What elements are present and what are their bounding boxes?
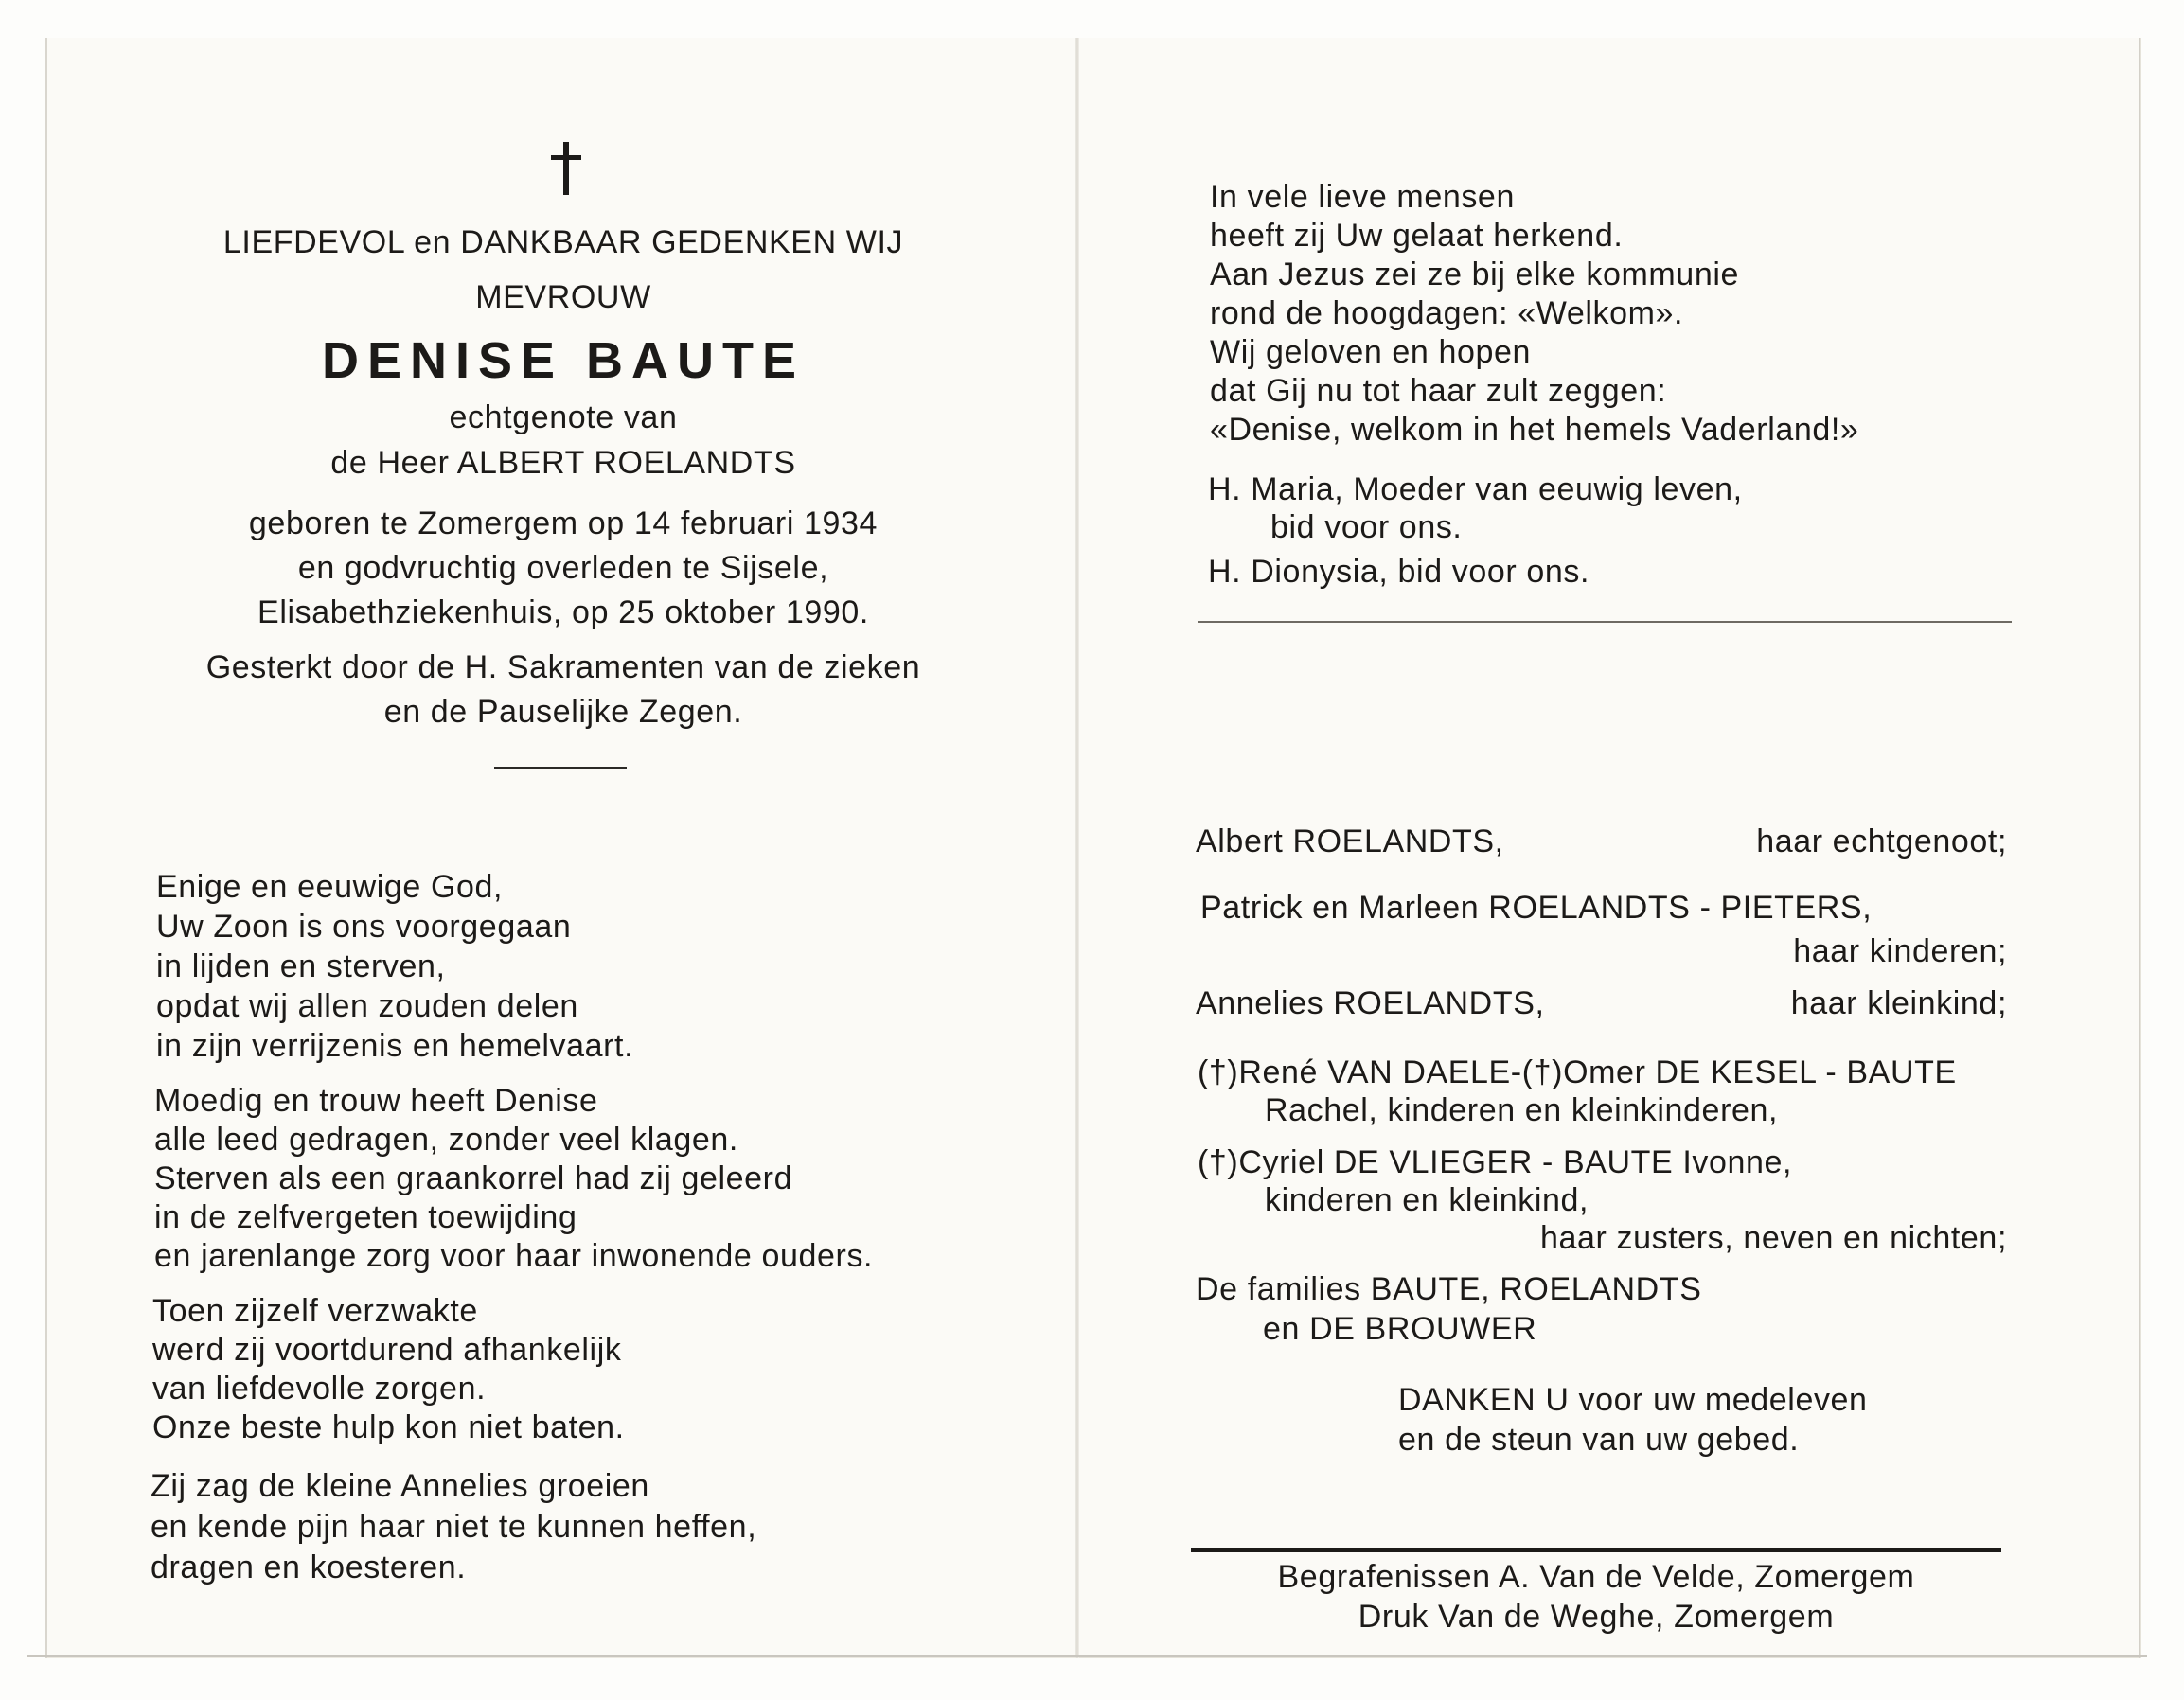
prayer-line: werd zij voortdurend afhankelijk [152, 1332, 622, 1368]
poem-line: In vele lieve mensen [1210, 179, 1515, 215]
life-line-2: en godvruchtig overleden te Sijsele, [297, 550, 829, 586]
life-line-3: Elisabethziekenhuis, op 25 oktober 1990. [257, 594, 869, 630]
prayer-line: Uw Zoon is ons voorgegaan [156, 909, 572, 945]
invocation-line-2: H. Dionysia, bid voor ons. [1208, 554, 1589, 590]
thanks-line-1: DANKEN U voor uw medeleven [1398, 1382, 1868, 1418]
prayer-line: Sterven als een graankorrel had zij geleerd [154, 1160, 793, 1196]
cross-icon [549, 142, 583, 195]
spouse-line-1: echtgenote van [449, 399, 678, 435]
footer-divider [1191, 1548, 2001, 1552]
heading-line-1: LIEFDEVOL en DANKBAAR GEDENKEN WIJ [222, 224, 904, 260]
prayer-line: opdat wij allen zouden delen [156, 988, 578, 1024]
prayer-line: in de zelfvergeten toewijding [154, 1199, 577, 1235]
sacraments-line-1: Gesterkt door de H. Sakramenten van de zieken [205, 649, 921, 685]
prayer-line: Moedig en trouw heeft Denise [154, 1083, 598, 1119]
prayer-line: in lijden en sterven, [156, 948, 446, 984]
card-bottom-edge [27, 1655, 2147, 1657]
prayer-line: Zij zag de kleine Annelies groeien [151, 1468, 649, 1504]
prayer-line: Toen zijzelf verzwakte [152, 1293, 478, 1329]
family-name: en DE BROUWER [1263, 1311, 1537, 1347]
family-name: Rachel, kinderen en kleinkinderen, [1265, 1092, 1779, 1128]
family-name: Annelies ROELANDTS, [1196, 985, 1545, 1021]
family-name: kinderen en kleinkind, [1265, 1182, 1589, 1218]
prayer-line: Enige en eeuwige God, [156, 869, 504, 905]
section-divider [1198, 621, 2012, 623]
poem-line: «Denise, welkom in het hemels Vaderland!» [1210, 412, 1859, 448]
family-name: Patrick en Marleen ROELANDTS - PIETERS, [1200, 890, 1873, 926]
footer-printer: Druk Van de Weghe, Zomergem [1358, 1599, 1835, 1635]
thanks-line-2: en de steun van uw gebed. [1398, 1422, 1800, 1458]
poem-line: heeft zij Uw gelaat herkend. [1210, 218, 1624, 254]
poem-line: Aan Jezus zei ze bij elke kommunie [1210, 257, 1739, 292]
poem-line: rond de hoogdagen: «Welkom». [1210, 295, 1684, 331]
family-row-husband [1196, 823, 2007, 860]
prayer-line: van liefdevolle zorgen. [152, 1371, 487, 1407]
family-relation: haar echtgenoot; [1756, 823, 2007, 859]
family-relation: haar zusters, neven en nichten; [1539, 1220, 2007, 1256]
deceased-name: DENISE BAUTE [321, 332, 806, 389]
prayer-line: dragen en koesteren. [151, 1549, 467, 1585]
family-name: De families BAUTE, ROELANDTS [1196, 1271, 1702, 1307]
section-divider [494, 767, 627, 769]
card-fold [1075, 38, 1079, 1658]
family-row-siblings [1196, 1219, 2007, 1257]
prayer-line: alle leed gedragen, zonder veel klagen. [154, 1122, 738, 1158]
family-name: (†)Cyriel DE VLIEGER - BAUTE Ivonne, [1198, 1144, 1793, 1180]
prayer-line: Onze beste hulp kon niet baten. [152, 1409, 625, 1445]
family-name: Albert ROELANDTS, [1196, 823, 1504, 859]
family-relation: haar kleinkind; [1790, 985, 2007, 1021]
sacraments-line-2: en de Pauselijke Zegen. [383, 694, 743, 730]
family-row-children [1196, 932, 2007, 970]
invocation-line-1b: bid voor ons. [1270, 509, 1463, 545]
heading-line-2: MEVROUW [475, 279, 651, 315]
prayer-line: in zijn verrijzenis en hemelvaart. [156, 1028, 634, 1064]
life-line-1: geboren te Zomergem op 14 februari 1934 [248, 505, 879, 541]
spouse-line-2: de Heer ALBERT ROELANDTS [330, 445, 796, 481]
prayer-line: en jarenlange zorg voor haar inwonende ouders. [154, 1238, 874, 1274]
family-name: (†)René VAN DAELE-(†)Omer DE KESEL - BAUTE [1198, 1054, 1957, 1090]
poem-line: Wij geloven en hopen [1210, 334, 1532, 370]
footer-undertaker: Begrafenissen A. Van de Velde, Zomergem [1277, 1559, 1915, 1595]
poem-line: dat Gij nu tot haar zult zeggen: [1210, 373, 1667, 409]
prayer-line: en kende pijn haar niet te kunnen heffen, [151, 1509, 757, 1545]
family-relation: haar kinderen; [1793, 933, 2007, 969]
invocation-line-1: H. Maria, Moeder van eeuwig leven, [1208, 471, 1743, 507]
family-row-grandchild [1196, 984, 2007, 1022]
